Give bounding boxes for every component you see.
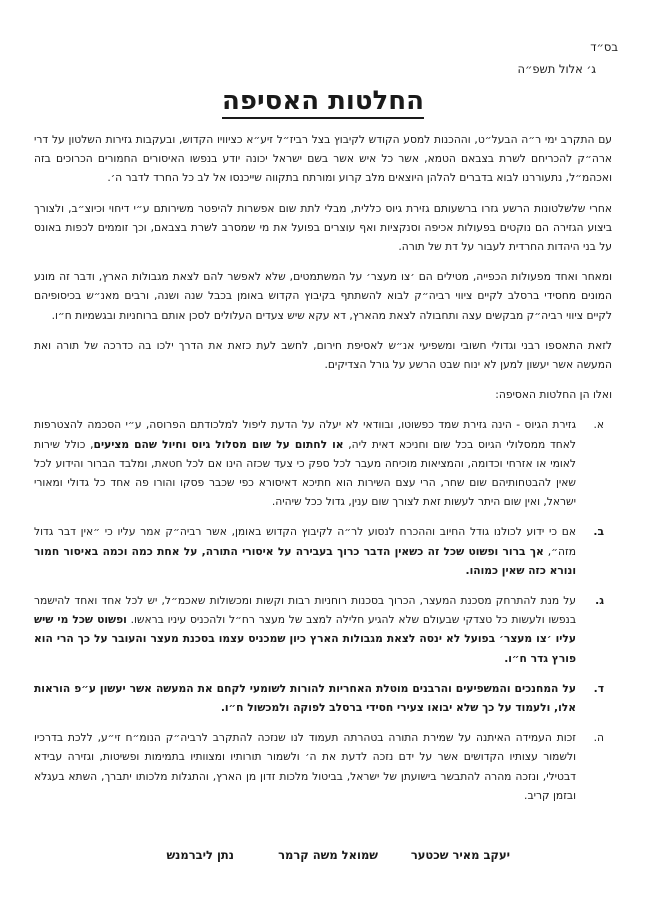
decision-text-bold: ופשוט שכל מי שיש עליו ׳צו מעצר׳ בפועל לא ינסה לצאת מגבולות הארץ כיון שמכניס עצמו בסכנת מעצר והעובר על כך הרי הוא פורץ גדר ח״ו. <box>34 613 576 665</box>
document-body <box>34 130 612 816</box>
decision-letter: ה. <box>593 731 604 745</box>
decision-letter: א. <box>593 418 604 432</box>
intro-paragraph: אחרי שלשלטונות הרשע גזרו ברשעותם גזירת גיוס כללית, מבלי לתת שום אפשרות להיפטר משירותם ע״י דיחוי וכיוצ״ב, ולצורך ביצוע הגזירה הם נוקטים בפעולות אכיפה וסנקציות ואף עוצרים בפועל את מי שמסרב לשרת בצבאם, וכך זוממים לכפות באונס על בני היהדות החרדית לעבור על דת של תורה. <box>34 201 612 254</box>
decisions-intro: ואלו הן החלטות האסיפה: <box>495 388 612 402</box>
title-text: החלטות האסיפה <box>222 86 424 119</box>
bsd-header: בס״ד <box>590 40 618 54</box>
decision-item <box>34 728 612 805</box>
document-date: ג׳ אלול תשפ״ה <box>517 62 596 76</box>
decision-text: זכות העמידה האיתנה על שמירת התורה בטהרתה תעמוד לנו שנזכה להתקרב לרביה״ק הנומ״ח זי״ע, ללכת בדרכיו ולשמור עצותיו הקדושים אשר על ידם נזכה לדעת את ה׳ ולשמור תורותיו ומצוותיו בתמימות ופשיטות, וגזירה עבידא דבטילי, ונזכה מהרה להתבשר בישועתן של ישראל, בביטול מלכות זדון מן הארץ, והתגלות מלכותו יתברך, השתא בעגלא ובזמן קריב. <box>34 731 576 802</box>
decision-item <box>34 522 612 580</box>
intro-paragraph: ומאחר ואחד מפעולות הכפייה, מטילים הם ׳צו מעצר׳ על המשתמטים, שלא לאפשר להם לצאת מגבולות הארץ, ודבר זה מונע המונים מחסידי ברסלב לקיים ציווי רביה״ק לבוא להשתתף בקיבוץ הקדוש באומן בכבל שנה ושנה, ורבים מאנ״ש בכיסופיהם לקיים ציווי רביה״ק מבקשים עצה ותחבולה לצאת מהארץ, דא עקא שיש צעדים העלולים לסכן אותם ברוחניות ובגשמיות ח״ו. <box>34 270 612 322</box>
decision-letter: ג. <box>595 594 604 608</box>
signature-name: שמואל משה קרמר <box>278 848 378 862</box>
decisions-list <box>34 415 612 805</box>
decision-text: על מנת להתרחק מסכנת המעצר, הכרוך בסכנות רוחניות רבות וקשות ומכשולות שאכמ״ל, יש לכל אחד ואחד להישמר בנפשו ולעשות כל טצדקי שבעולם שלא להגיע חלילה למצב של מעצר רח״ל ולהכניס עיניו בראשו. <box>34 594 576 627</box>
signature-name: יעקב מאיר שכטער <box>410 848 510 862</box>
decision-item <box>34 415 612 511</box>
intro-paragraph: עם התקרב ימי ר״ה הבעל״ט, וההכנות למסע הקודש לקיבוץ בצל רביז״ל זיע״א כציוויו הקדוש, ובעקבות גזירות השלטון על דרי ארה״ק להכריחם לשרת בצבאם הטמא, אשר כל איש אשר בשם ישראל יכונה יודע בנפשו האיסורים החמורים הכרוכים בזה ואכהמ״ל, נתעוררנו לבוא בדברים להלהן היוצאים מלב קרוע ומורתח בתקווה שייכנסו אל לב כל החרד לדבר ה׳. <box>34 133 612 185</box>
decision-item <box>34 679 612 717</box>
decision-letter: ד. <box>593 681 604 695</box>
signatures <box>0 848 646 868</box>
decision-text-bold: אך ברור ופשוט שכל זה כשאין הדבר כרוך בעבירה על איסורי התורה, על אחת כמה וכמה באיסור חמור ונורא כזה שאין כמוהו. <box>34 544 576 577</box>
decision-text: , כולל שירות לאומי או אזרחי וכדומה, והמציאות מוכיחה מעבר לכל ספק כי צעד שכזה הינו אם לכל חטאת, ומלבד הברור והידוע לכל שאין להבטחותיהם שום שחר, הרי עצם השירות הוא חתיכא דאיסורא כפי שכבר פסקו והורו פה אחד כל גדולי ומאורי ישראל, ואין שום היתר לעשות זאת לצורך שום ענין, גדול ככל שיהיה. <box>34 437 576 509</box>
intro-paragraph: לזאת התאספו רבני וגדולי חשובי ומשפיעי אנ״ש לאסיפת חירום, לחשב לעת כזאת את הדרך ילכו בה כדרכה של תורה ואת המעשה אשר יעשון למען לא ינוח שבט הרשע על גורל הצדיקים. <box>34 338 612 372</box>
document-title <box>0 86 646 116</box>
signature-name: נתן ליברמנש <box>166 848 234 862</box>
decision-text-bold: על המחנכים והמשפיעים והרבנים מוטלת האחריות להורות לשומעי לקחם את המעשה אשר יעשון ע״פ הוראות אלו, ולעמוד על כך שלא יבואו צעירי חסידי ברסלב לפוקה ולמכשול ח״ו. <box>34 681 576 715</box>
decision-item <box>34 591 612 668</box>
decision-text: אם כי ידוע לכולנו גודל החיוב וההכרח לנסוע לר״ה לקיבוץ הקדוש באומן, אשר רביה״ק אמר עליו כי ״אין דבר גדול מזה״, <box>34 525 576 558</box>
decision-text-bold: או לחתום על שום מסלול גיוס וחיול שהם מציעים <box>93 437 344 451</box>
decision-text: גזירת הגיוס - הינה גזירת שמד כפשוטו, ובוודאי לא יעלה על הדעת ליפול למלכודתם הפרוסה, ע״י הסכמה להצטרפות לאחד ממסלולי הגיוס בכל שום וחניכא דאית ליה, <box>34 418 576 451</box>
decision-letter: ב. <box>593 525 604 539</box>
